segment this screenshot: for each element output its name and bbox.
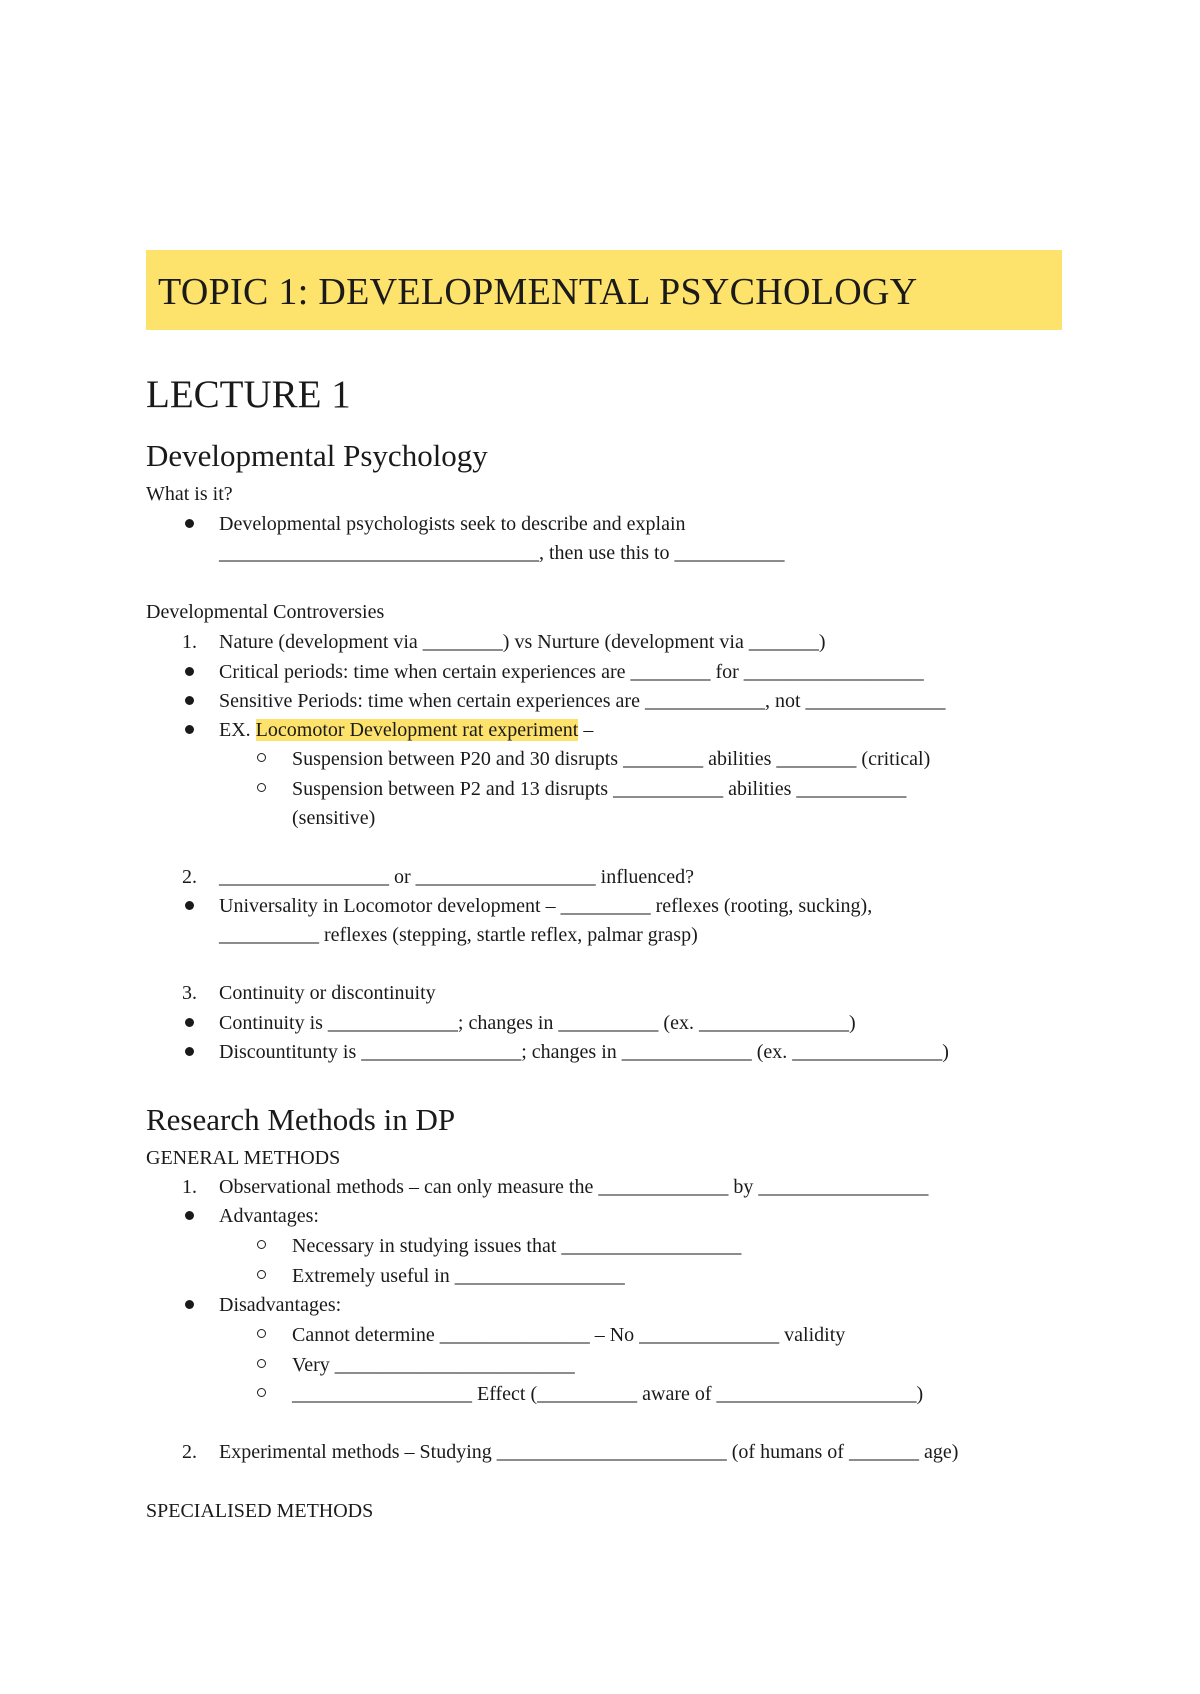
- circle-bullet-icon: [257, 753, 266, 762]
- list-number: 1.: [182, 631, 197, 653]
- advantages-label: Advantages:: [219, 1205, 319, 1227]
- list-number: 2.: [182, 866, 197, 888]
- example-item: [219, 720, 593, 740]
- bullet-icon: [185, 1047, 194, 1056]
- bullet-icon: [185, 519, 194, 528]
- circle-bullet-icon: [257, 783, 266, 792]
- lecture-title: LECTURE 1: [146, 373, 351, 416]
- disadvantages-label: Disadvantages:: [219, 1294, 342, 1316]
- disadvantage-2: Very ________________________: [292, 1354, 575, 1376]
- universality-line-2: __________ reflexes (stepping, startle reflex, palmar grasp): [219, 924, 698, 946]
- specialised-methods-heading: SPECIALISED METHODS: [146, 1500, 374, 1522]
- section-heading-research-methods: Research Methods in DP: [146, 1102, 456, 1137]
- topic-title: TOPIC 1: DEVELOPMENTAL PSYCHOLOGY: [158, 271, 918, 313]
- disadvantage-3: __________________ Effect (__________ aware of ____________________): [292, 1383, 924, 1405]
- topic-banner: [146, 250, 1062, 330]
- bullet-icon: [185, 1211, 194, 1220]
- disadvantage-1: Cannot determine _______________ – No ______________ validity: [292, 1324, 846, 1346]
- bullet-icon: [185, 725, 194, 734]
- definition-line-1: Developmental psychologists seek to describe and explain: [219, 513, 686, 535]
- list-number: 3.: [182, 982, 197, 1004]
- suspension-p20-item: Suspension between P20 and 30 disrupts ________ abilities ________ (critical): [292, 748, 931, 770]
- bullet-icon: [185, 1300, 194, 1309]
- section-heading-developmental-psychology: Developmental Psychology: [146, 438, 488, 473]
- example-dash: –: [583, 719, 594, 741]
- advantage-2: Extremely useful in _________________: [292, 1265, 625, 1287]
- continuity-heading-item: Continuity or discontinuity: [219, 982, 436, 1004]
- discontinuity-item: Discountitunty is ________________; changes in _____________ (ex. _______________): [219, 1041, 949, 1063]
- circle-bullet-icon: [257, 1329, 266, 1338]
- list-number: 1.: [182, 1176, 197, 1198]
- circle-bullet-icon: [257, 1388, 266, 1397]
- sensitive-periods-item: Sensitive Periods: time when certain experiences are ____________, not ______________: [219, 690, 946, 712]
- bullet-icon: [185, 1018, 194, 1027]
- critical-periods-item: Critical periods: time when certain experiences are ________ for __________________: [219, 661, 924, 683]
- controversies-heading: Developmental Controversies: [146, 601, 385, 623]
- bullet-icon: [185, 696, 194, 705]
- experimental-methods-item: Experimental methods – Studying _______________________ (of humans of _______ age): [219, 1441, 959, 1463]
- universality-line-1: Universality in Locomotor development – _________ reflexes (rooting, sucking),: [219, 895, 873, 917]
- influenced-item: _________________ or __________________ influenced?: [219, 866, 694, 888]
- definition-line-2: ________________________________, then use this to ___________: [219, 542, 785, 564]
- highlighted-experiment: Locomotor Development rat experiment: [255, 719, 579, 741]
- what-is-it-label: What is it?: [146, 483, 233, 505]
- observational-methods-item: Observational methods – can only measure the _____________ by _________________: [219, 1176, 929, 1198]
- bullet-icon: [185, 667, 194, 676]
- circle-bullet-icon: [257, 1359, 266, 1368]
- circle-bullet-icon: [257, 1240, 266, 1249]
- nature-nurture-item: Nature (development via ________) vs Nurture (development via _______): [219, 631, 826, 653]
- bullet-icon: [185, 901, 194, 910]
- list-number: 2.: [182, 1441, 197, 1463]
- suspension-p2-item: Suspension between P2 and 13 disrupts ___________ abilities ___________: [292, 778, 907, 800]
- suspension-p2-continued: (sensitive): [292, 807, 376, 829]
- general-methods-heading: GENERAL METHODS: [146, 1147, 341, 1169]
- circle-bullet-icon: [257, 1270, 266, 1279]
- continuity-item: Continuity is _____________; changes in __________ (ex. _______________): [219, 1012, 856, 1034]
- advantage-1: Necessary in studying issues that __________________: [292, 1235, 742, 1257]
- example-prefix: EX.: [219, 719, 251, 741]
